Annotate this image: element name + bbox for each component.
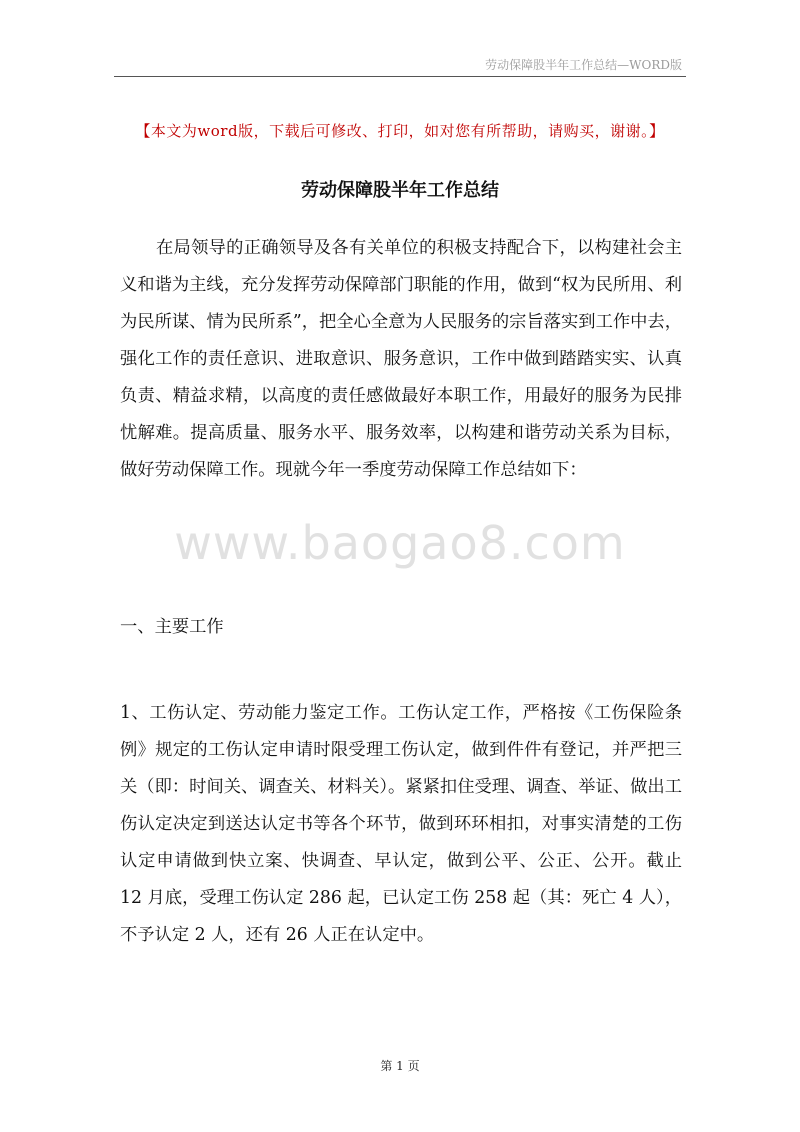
header-divider bbox=[114, 76, 686, 77]
purchase-notice: 【本文为word版，下载后可修改、打印，如对您有所帮助，请购买，谢谢。】 bbox=[135, 122, 665, 140]
intro-paragraph: 在局领导的正确领导及各有关单位的积极支持配合下，以构建社会主义和谐为主线，充分发挥劳动保障部门职能的作用，做到“权为民所用、利为民所谋、情为民所系”，把全心全意为人民服务的宗旨落实到工作中去，强化工作的责任意识、进取意识、服务意识，工作中做到踏踏实实、认真负责、精益求精，以高度的责任感做最好本职工作，用最好的服务为民排忧解难。提高质量、服务水平、服务效率，以构建和谐劳动关系为目标，做好劳动保障工作。现就今年一季度劳动保障工作总结如下： bbox=[120, 238, 682, 480]
watermark: www.baogao8.com bbox=[174, 516, 626, 570]
document-title: 劳动保障股半年工作总结 bbox=[301, 180, 499, 201]
section-heading: 一、主要工作 bbox=[120, 617, 224, 637]
work-injury-paragraph: 1、工伤认定、劳动能力鉴定工作。工伤认定工作，严格按《工伤保险条例》规定的工伤认定申请时限受理工伤认定，做到件件有登记，并严把三关（即：时间关、调查关、材料关）。紧紧扣住受理、调查、举证、做出工伤认定决定到送达认定书等各个环节，做到环环相扣，对事实清楚的工伤认定申请做到快立案、快调查、早认定，做到公平、公正、公开。截止 12 月底，受理工伤认定 286 起，已认定工伤 258 起（其：死亡 4 人），不予认定 2 人，还有 26 人正在认定中。 bbox=[120, 703, 682, 945]
page-number: 第 1 页 bbox=[380, 1059, 420, 1073]
page-header: 劳动保障股半年工作总结—WORD版 bbox=[485, 58, 682, 72]
